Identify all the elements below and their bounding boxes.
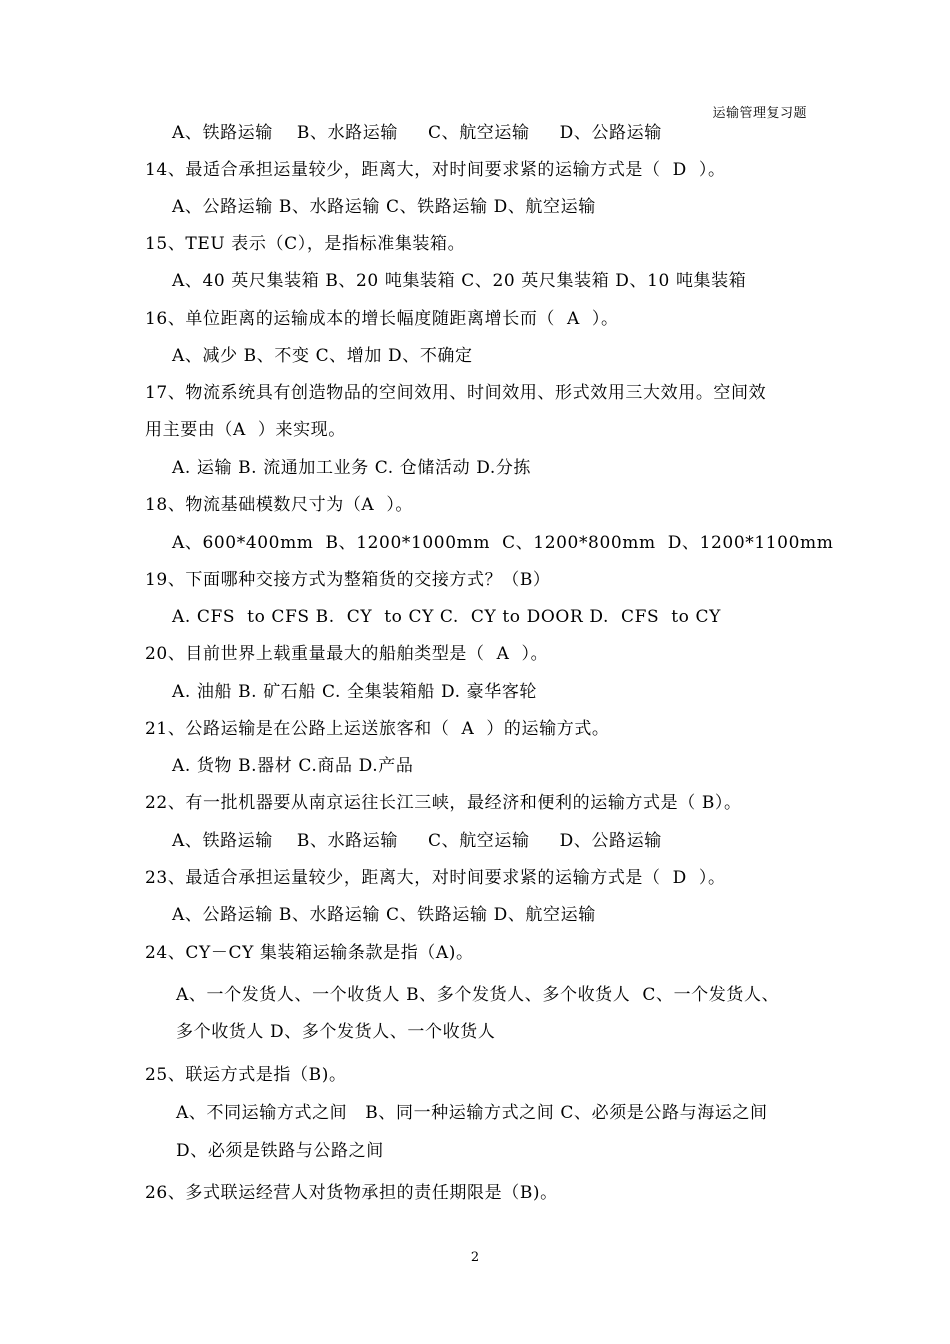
question-24: 24、CY－CY 集装箱运输条款是指（A)。 (145, 943, 474, 963)
answer-options: A、铁路运输 B、水路运输 C、航空运输 D、公路运输 (172, 123, 662, 143)
page-number: 2 (470, 1250, 480, 1265)
question-20: 20、目前世界上载重量最大的船舶类型是（ A ）。 (145, 644, 549, 664)
answer-options-cont: 多个收货人 D、多个发货人、一个收货人 (176, 1022, 496, 1042)
question-25: 25、联运方式是指（B)。 (145, 1065, 347, 1085)
answer-options: A、公路运输 B、水路运输 C、铁路运输 D、航空运输 (172, 197, 596, 217)
answer-options: A、铁路运输 B、水路运输 C、航空运输 D、公路运输 (172, 831, 662, 851)
answer-options: A、一个发货人、一个收货人 B、多个发货人、多个收货人 C、一个发货人、 (176, 985, 780, 1005)
answer-options: A、不同运输方式之间 B、同一种运输方式之间 C、必须是公路与海运之间 (176, 1103, 768, 1123)
question-22: 22、有一批机器要从南京运往长江三峡，最经济和便利的运输方式是（ B）。 (145, 793, 742, 813)
running-header: 运输管理复习题 (712, 106, 807, 121)
question-15: 15、TEU 表示（C），是指标准集装箱。 (145, 234, 466, 254)
question-23: 23、最适合承担运量较少，距离大，对时间要求紧的运输方式是（ D ）。 (145, 868, 726, 888)
question-19: 19、下面哪种交接方式为整箱货的交接方式？（B） (145, 570, 551, 590)
question-14: 14、最适合承担运量较少，距离大，对时间要求紧的运输方式是（ D ）。 (145, 160, 726, 180)
answer-options: A、减少 B、不变 C、增加 D、不确定 (172, 346, 473, 366)
answer-options-cont: D、必须是铁路与公路之间 (176, 1141, 384, 1161)
answer-options: A. 货物 B.器材 C.商品 D.产品 (172, 756, 414, 776)
question-18: 18、物流基础模数尺寸为（A ）。 (145, 495, 414, 515)
answer-options: A、公路运输 B、水路运输 C、铁路运输 D、航空运输 (172, 905, 596, 925)
answer-options: A、600*400mm B、1200*1000mm C、1200*800mm D、1200*1100mm (172, 533, 834, 553)
question-17: 17、物流系统具有创造物品的空间效用、时间效用、形式效用三大效用。空间效 (145, 383, 767, 403)
answer-options: A、40 英尺集装箱 B、20 吨集装箱 C、20 英尺集装箱 D、10 吨集装箱 (172, 271, 747, 291)
question-17-cont: 用主要由（A ）来实现。 (145, 420, 346, 440)
question-21: 21、公路运输是在公路上运送旅客和（ A ）的运输方式。 (145, 719, 610, 739)
answer-options: A. 油船 B. 矿石船 C. 全集装箱船 D. 豪华客轮 (172, 682, 538, 702)
answer-options: A. CFS to CFS B. CY to CY C. CY to DOOR D. CFS to CY (172, 607, 721, 627)
question-26: 26、多式联运经营人对货物承担的责任期限是（B)。 (145, 1183, 558, 1203)
answer-options: A. 运输 B. 流通加工业务 C. 仓储活动 D.分拣 (172, 458, 532, 478)
question-16: 16、单位距离的运输成本的增长幅度随距离增长而（ A ）。 (145, 309, 619, 329)
